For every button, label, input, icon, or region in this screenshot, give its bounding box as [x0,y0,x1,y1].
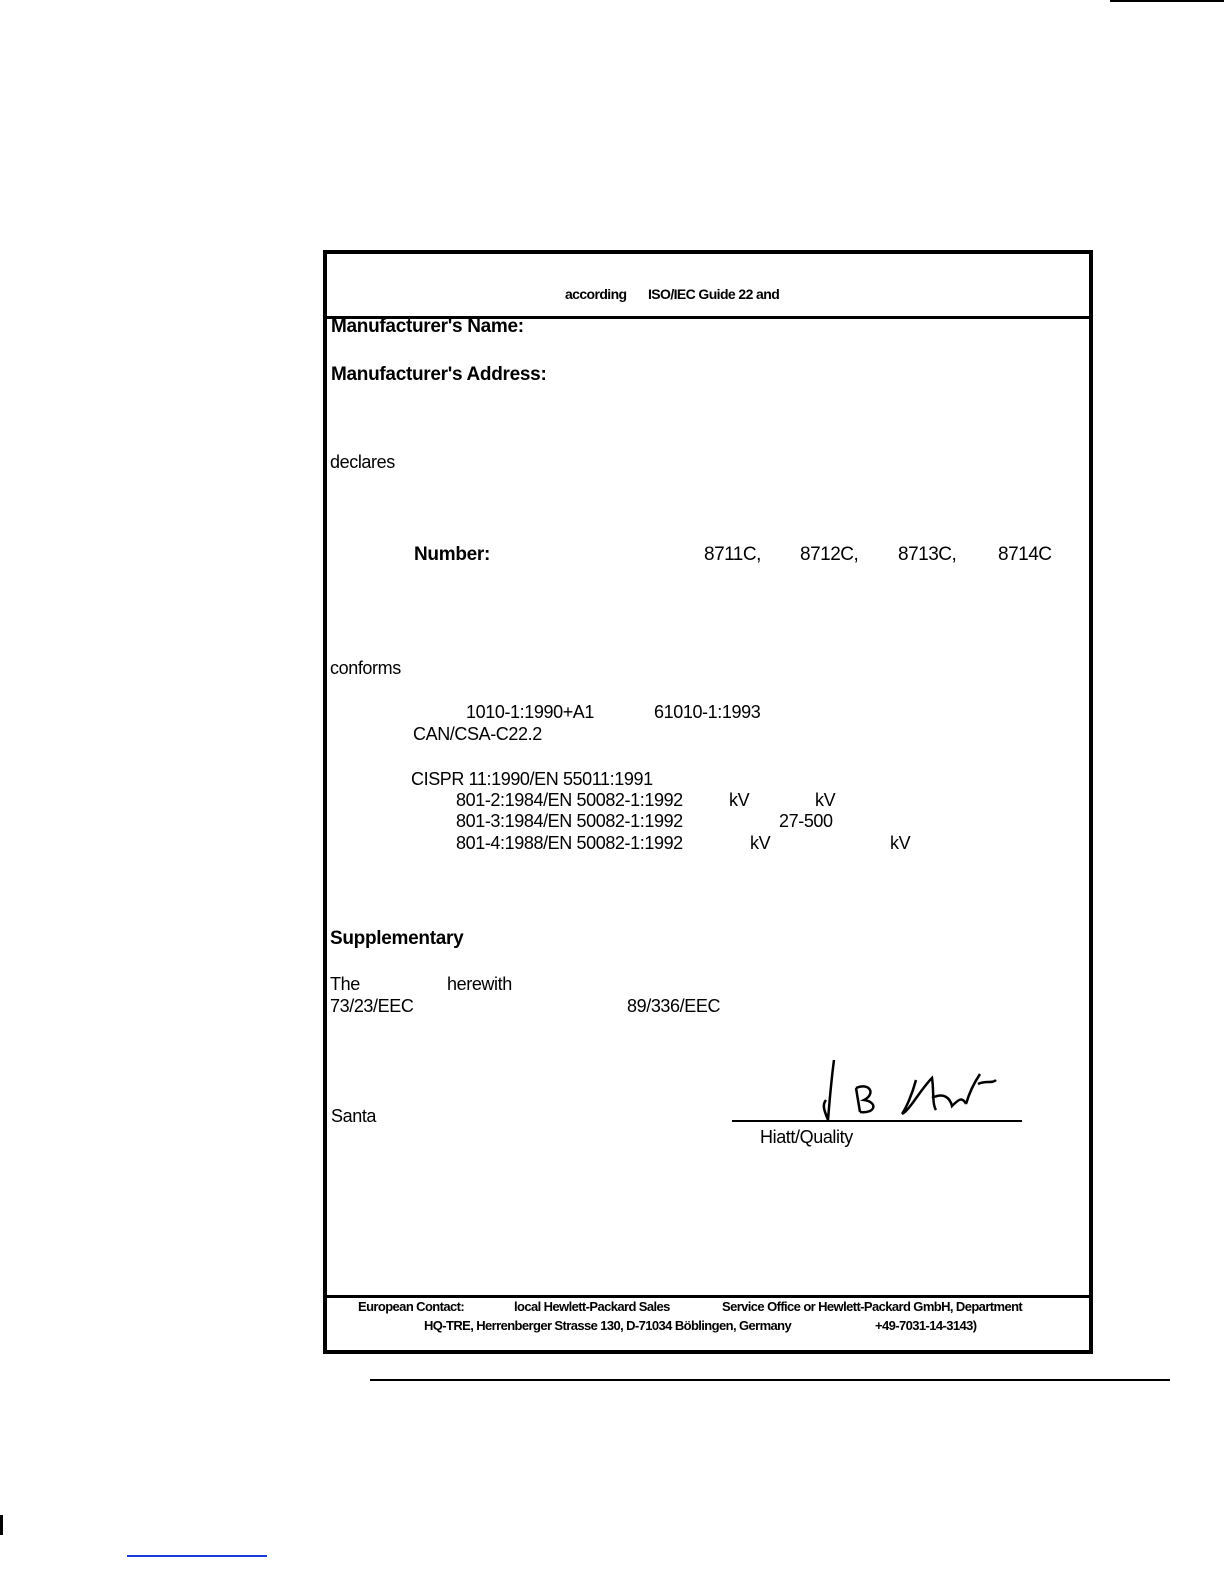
emc-2-unit-a: kV [729,790,750,810]
signer-title: Hiatt/Quality [760,1127,853,1147]
page-bottom-rule [370,1379,1170,1381]
manufacturer-address-label: Manufacturer's Address: [331,364,547,385]
footer-european-contact: European Contact: [358,1299,465,1314]
model-8714c: 8714C [998,544,1052,565]
footer-address: HQ-TRE, Herrenberger Strasse 130, D-71034 Böblingen, Germany [424,1318,792,1333]
signature-line [732,1120,1022,1122]
model-8712c: 8712C, [800,544,859,565]
footer-phone: +49-7031-14-3143) [875,1318,977,1333]
supplementary-herewith: herewith [447,974,512,994]
directive-73-23: 73/23/EEC [330,996,414,1016]
header-according: according [565,286,627,302]
emc-standard-3: 801-3:1984/EN 50082-1:1992 [456,811,683,831]
header-guide: ISO/IEC Guide 22 and [648,286,780,302]
conforms-text: conforms [330,658,401,678]
model-8711c: 8711C, [704,544,761,565]
model-number-label: Number: [414,544,491,565]
emc-standard-4: 801-4:1988/EN 50082-1:1992 [456,833,683,853]
handwritten-signature [820,1050,1010,1125]
declaration-frame [323,250,1093,1354]
emc-2-unit-b: kV [815,790,836,810]
emc-4-unit-a: kV [750,833,771,853]
model-8713c: 8713C, [898,544,957,565]
footer-local-sales: local Hewlett-Packard Sales [514,1299,670,1314]
emc-3-range: 27-500 [779,811,833,831]
emc-standard-1: CISPR 11:1990/EN 55011:1991 [411,769,653,789]
manufacturer-name-label: Manufacturer's Name: [331,316,524,337]
place-text: Santa [331,1106,377,1126]
directive-89-336: 89/336/EEC [627,996,721,1016]
safety-standard-2: 61010-1:1993 [654,702,761,722]
safety-standard-1: 1010-1:1990+A1 [466,702,595,722]
supplementary-the: The [330,974,360,994]
top-edge-rule [1110,0,1224,2]
emc-4-unit-b: kV [890,833,911,853]
safety-standard-3: CAN/CSA-C22.2 [413,724,542,744]
left-margin-tick [0,1515,3,1535]
supplementary-label: Supplementary [330,928,464,949]
declares-text: declares [330,452,395,472]
emc-standard-2: 801-2:1984/EN 50082-1:1992 [456,790,683,810]
blue-underline-mark [127,1555,267,1557]
footer-service-office: Service Office or Hewlett-Packard GmbH, Department [722,1299,1023,1314]
